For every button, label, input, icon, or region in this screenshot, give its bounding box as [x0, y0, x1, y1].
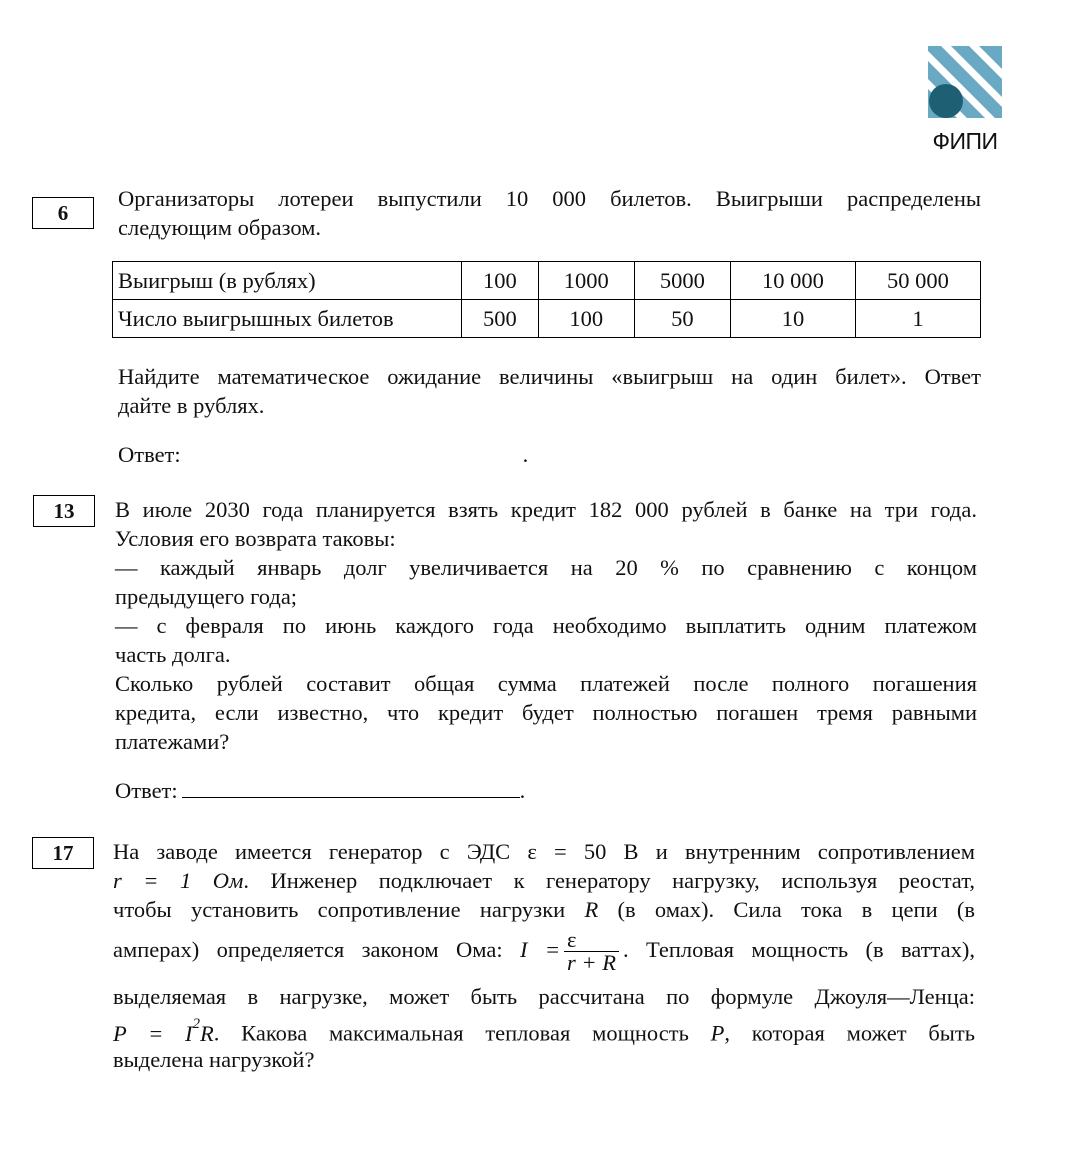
task13-line: — каждый январь долг увеличивается на 20 % по сравнению с концом [115, 555, 977, 580]
fraction-numerator: ε [564, 929, 619, 952]
task17-line-3 [113, 895, 975, 924]
task13-answer [115, 776, 525, 805]
task13-line: платежами? [115, 729, 230, 754]
task17-line-2 [113, 866, 975, 895]
joule-formula [113, 1016, 214, 1046]
task17-line-6 [113, 1014, 975, 1048]
text: . Инженер подключает к генератору нагрузку, используя реостат, [243, 868, 975, 893]
table-cell: 10 [730, 300, 855, 338]
table-cell: 10 000 [730, 262, 855, 300]
ohm-formula-lhs: I = [519, 937, 561, 962]
text: и внутренним сопротивлением [655, 839, 975, 864]
table-cell: 500 [462, 300, 539, 338]
task-number-6: 6 [32, 197, 94, 229]
answer-field[interactable] [185, 441, 523, 462]
table-row-count [113, 300, 981, 338]
table-cell: 1000 [538, 262, 634, 300]
task-number-17: 17 [32, 837, 94, 869]
task17-line-7: выделена нагрузкой? [113, 1047, 315, 1072]
table-cell: 100 [462, 262, 539, 300]
formula-part: R [200, 1020, 214, 1046]
task13-line: Сколько рублей составит общая сумма платежей после полного погашения [115, 671, 977, 696]
text: , которая может быть [724, 1020, 976, 1046]
r-value: r = 1 Ом [113, 868, 244, 893]
task13-line: предыдущего года; [115, 584, 298, 609]
exponent: 2 [192, 1016, 201, 1032]
answer-label: Ответ: [115, 778, 178, 803]
formula-part: P = I [113, 1020, 193, 1046]
resistance-symbol: R [584, 897, 599, 922]
fipi-logo-emblem [924, 44, 1006, 120]
task13-line: Условия его возврата таковы: [115, 526, 396, 551]
task13-line: часть долга. [115, 642, 231, 667]
table-cell: 100 [538, 300, 634, 338]
text: (в омах). Сила тока в цепи (в [617, 897, 975, 922]
table-cell: 50 000 [855, 262, 980, 300]
task17-line-5: выделяемая в нагрузке, может быть рассчитана по формуле Джоуля—Ленца: [113, 984, 975, 1009]
text: . Какова максимальная тепловая мощность [213, 1020, 689, 1046]
table-cell: 50 [634, 300, 730, 338]
table-cell: 1 [855, 300, 980, 338]
task6-question-line-2: дайте в рублях. [118, 393, 265, 418]
fraction-denominator: r + R [567, 950, 616, 976]
task6-question-line-1: Найдите математическое ожидание величины «выигрыш на один билет». Ответ [118, 364, 981, 389]
text: чтобы установить сопротивление нагрузки [113, 897, 566, 922]
task13-line: — с февраля по июнь каждого года необходимо выплатить одним платежом [115, 613, 977, 638]
emf-value: ε = 50 В [527, 839, 639, 864]
task17-line-4 [113, 927, 975, 974]
fipi-logo [924, 44, 1006, 155]
table-row-prize [113, 262, 981, 300]
task13-line: В июле 2030 года планируется взять кредит 182 000 рублей в банке на три года. [115, 497, 977, 522]
power-symbol: P [710, 1020, 725, 1046]
text: амперах) определяется законом Ома: [113, 937, 503, 962]
task6-intro-line-1: Организаторы лотереи выпустили 10 000 билетов. Выигрыши распределены [118, 186, 981, 211]
table-cell: 5000 [634, 262, 730, 300]
text: На заводе имеется генератор с ЭДС [113, 839, 511, 864]
prize-table [112, 261, 981, 338]
table-cell-label: Выигрыш (в рублях) [113, 262, 462, 300]
text: . Тепловая мощность (в ваттах), [622, 937, 975, 962]
task13-line: кредита, если известно, что кредит будет полностью погашен тремя равными [115, 700, 977, 725]
answer-label: Ответ: [118, 442, 181, 467]
task17-line-1 [113, 837, 975, 866]
answer-end: . [519, 778, 526, 803]
answer-end: . [522, 442, 529, 467]
ohm-formula-fraction [564, 929, 619, 974]
fipi-logo-text: ФИПИ [932, 128, 998, 154]
answer-field[interactable] [182, 777, 520, 798]
task6-intro-line-2: следующим образом. [118, 215, 322, 240]
table-cell-label: Число выигрышных билетов [113, 300, 462, 338]
task-number-13: 13 [33, 495, 95, 527]
task6-answer [118, 440, 528, 469]
